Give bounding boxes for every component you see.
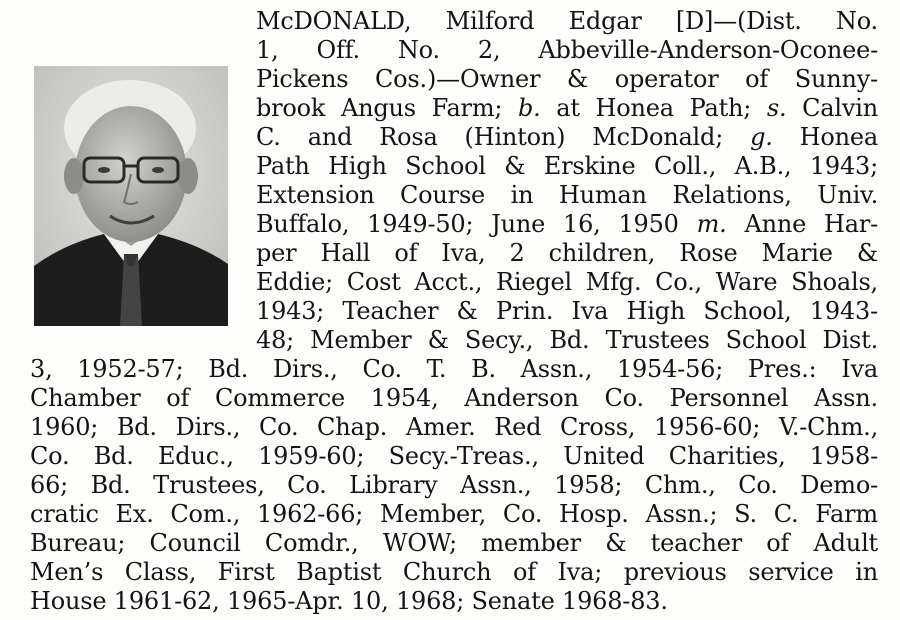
bio-line: 1943; Teacher & Prin. Iva High School, 1943-: [256, 297, 878, 325]
bio-line: Extension Course in Human Relations, Univ.: [256, 181, 878, 209]
bio-line: McDONALD, Milford Edgar [D]—(Dist. No.: [256, 7, 878, 35]
bio-line: cratic Ex. Com., 1962-66; Member, Co. Hosp. Assn.; S. C. Farm: [30, 500, 878, 528]
bio-line: Buffalo, 1949-50; June 16, 1950 m. Anne Har-: [256, 210, 878, 238]
bio-line: House 1961-62, 1965-Apr. 10, 1968; Senate 1968-83.: [30, 587, 668, 615]
bio-line: C. and Rosa (Hinton) McDonald; g. Honea: [256, 123, 879, 151]
bio-line: Pickens Cos.)—Owner & operator of Sunny-: [256, 65, 878, 93]
bio-line: 66; Bd. Trustees, Co. Library Assn., 1958; Chm., Co. Demo-: [30, 471, 878, 499]
bio-line: Eddie; Cost Acct., Riegel Mfg. Co., Ware Shoals,: [256, 268, 878, 296]
bio-line: Chamber of Commerce 1954, Anderson Co. Personnel Assn.: [30, 384, 878, 412]
bio-line: 3, 1952-57; Bd. Dirs., Co. T. B. Assn., 1954-56; Pres.: Iva: [30, 355, 878, 383]
bio-line: 48; Member & Secy., Bd. Trustees School Dist.: [256, 326, 878, 354]
bio-line: brook Angus Farm; b. at Honea Path; s. Calvin: [256, 94, 878, 122]
bio-line: per Hall of Iva, 2 children, Rose Marie &: [256, 239, 878, 267]
bio-line: Path High School & Erskine Coll., A.B., 1943;: [256, 152, 878, 180]
bio-line: 1, Off. No. 2, Abbeville-Anderson-Oconee-: [256, 36, 878, 64]
bio-line: 1960; Bd. Dirs., Co. Chap. Amer. Red Cross, 1956-60; V.-Chm.,: [30, 413, 878, 441]
bio-line: Bureau; Council Comdr., WOW; member & teacher of Adult: [30, 529, 878, 557]
bio-line: Co. Bd. Educ., 1959-60; Secy.-Treas., United Charities, 1958-: [30, 442, 878, 470]
bio-line: Men’s Class, First Baptist Church of Iva; previous service in: [30, 558, 878, 586]
